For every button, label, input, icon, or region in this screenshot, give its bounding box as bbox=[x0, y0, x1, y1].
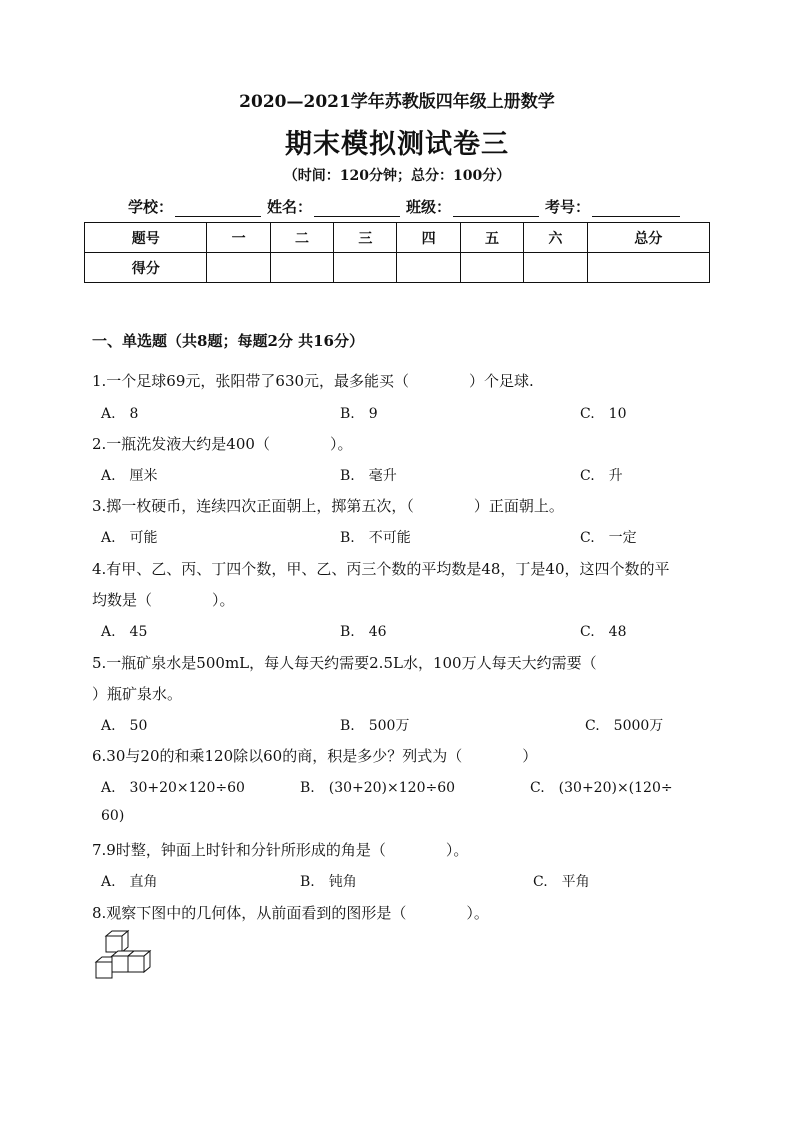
q6-option-c: C. (30+20)×(120÷ bbox=[530, 780, 673, 796]
q1-option-a: A. 8 bbox=[101, 406, 139, 422]
score-cell[interactable] bbox=[460, 253, 523, 283]
q7-option-a: A. 直角 bbox=[101, 874, 158, 890]
page-title: 期末模拟测试卷三 bbox=[285, 129, 509, 160]
q7-option-c: C. 平角 bbox=[533, 874, 590, 890]
q6-option-b: B. (30+20)×120÷60 bbox=[300, 780, 456, 796]
q4-option-c: C. 48 bbox=[580, 624, 627, 640]
score-cell[interactable] bbox=[397, 253, 460, 283]
score-cell[interactable] bbox=[334, 253, 397, 283]
score-row-label: 得分 bbox=[85, 253, 207, 283]
class-field[interactable] bbox=[453, 200, 539, 217]
question-5-continued: ）瓶矿泉水。 bbox=[92, 685, 183, 703]
score-header-cell: 总分 bbox=[587, 223, 709, 253]
score-header-cell: 二 bbox=[270, 223, 333, 253]
q5-option-c: C. 5000万 bbox=[585, 718, 664, 734]
sub-title: 2020—2021学年苏教版四年级上册数学 bbox=[239, 92, 555, 112]
question-8: 8.观察下图中的几何体，从前面看到的图形是（ ）。 bbox=[92, 904, 489, 922]
q4-option-a: A. 45 bbox=[101, 624, 148, 640]
exam-number-field[interactable] bbox=[592, 200, 680, 217]
score-table-header-row bbox=[85, 223, 710, 253]
exam-number-label: 考号： bbox=[545, 198, 591, 216]
q7-option-b: B. 钝角 bbox=[300, 874, 357, 890]
score-cell[interactable] bbox=[270, 253, 333, 283]
score-header-cell: 五 bbox=[460, 223, 523, 253]
name-label: 姓名： bbox=[267, 198, 313, 216]
question-3: 3.掷一枚硬币，连续四次正面朝上，掷第五次，（ ）正面朝上。 bbox=[92, 497, 564, 515]
q2-option-b: B. 毫升 bbox=[340, 468, 397, 484]
q2-option-c: C. 升 bbox=[580, 468, 623, 484]
question-1: 1.一个足球69元，张阳带了630元，最多能买（ ）个足球. bbox=[92, 372, 534, 390]
q5-option-b: B. 500万 bbox=[340, 718, 410, 734]
score-header-cell: 六 bbox=[524, 223, 587, 253]
score-cell[interactable] bbox=[207, 253, 270, 283]
question-5: 5.一瓶矿泉水是500mL，每人每天约需要2.5L水，100万人每天大约需要（ bbox=[92, 654, 597, 672]
question-4: 4.有甲、乙、丙、丁四个数，甲、乙、丙三个数的平均数是48，丁是40，这四个数的平 bbox=[92, 560, 670, 578]
question-7: 7.9时整，钟面上时针和分针所形成的角是（ ）。 bbox=[92, 841, 469, 859]
q6-option-a: A. 30+20×120÷60 bbox=[101, 780, 245, 796]
question-6: 6.30与20的和乘120除以60的商，积是多少？列式为（ ） bbox=[92, 747, 538, 765]
score-cell[interactable] bbox=[524, 253, 587, 283]
cube-stack-figure bbox=[94, 928, 154, 984]
question-2: 2.一瓶洗发液大约是400（ ）。 bbox=[92, 435, 353, 453]
score-header-cell: 题号 bbox=[85, 223, 207, 253]
q4-option-b: B. 46 bbox=[340, 624, 387, 640]
name-field[interactable] bbox=[314, 200, 400, 217]
section-title: 一、单选题（共8题；每题2分 共16分） bbox=[92, 332, 364, 350]
score-table-score-row bbox=[85, 253, 710, 283]
question-4-continued: 均数是（ ）。 bbox=[92, 591, 235, 609]
score-header-cell: 三 bbox=[334, 223, 397, 253]
school-label: 学校： bbox=[128, 198, 174, 216]
exam-info: （时间：120分钟；总分：100分） bbox=[283, 168, 511, 184]
q3-option-a: A. 可能 bbox=[101, 530, 158, 546]
score-table bbox=[84, 222, 710, 283]
q5-option-a: A. 50 bbox=[101, 718, 148, 734]
school-field[interactable] bbox=[175, 200, 261, 217]
q6-option-c-wrap: 60) bbox=[101, 808, 125, 824]
score-header-cell: 四 bbox=[397, 223, 460, 253]
q3-option-b: B. 不可能 bbox=[340, 530, 411, 546]
student-info-row bbox=[128, 196, 686, 217]
class-label: 班级： bbox=[406, 198, 452, 216]
q2-option-a: A. 厘米 bbox=[101, 468, 158, 484]
q1-option-c: C. 10 bbox=[580, 406, 627, 422]
q3-option-c: C. 一定 bbox=[580, 530, 637, 546]
score-cell[interactable] bbox=[587, 253, 709, 283]
q1-option-b: B. 9 bbox=[340, 406, 378, 422]
score-header-cell: 一 bbox=[207, 223, 270, 253]
